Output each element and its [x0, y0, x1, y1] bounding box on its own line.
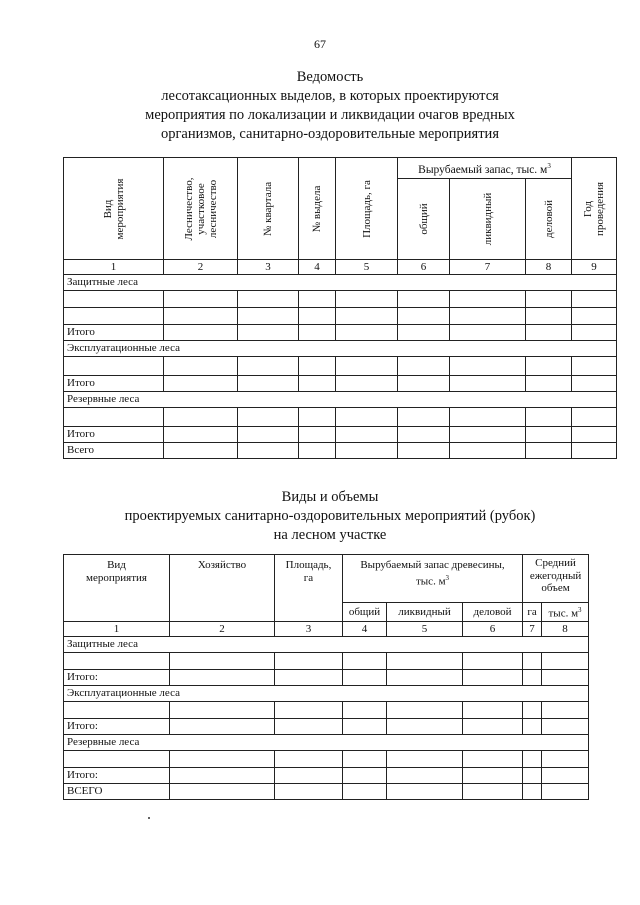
header-activity-type: Вид мероприятия	[64, 555, 170, 622]
types-volumes-title-line: проектируемых санитарно-оздоровительных мероприятий (рубок)	[124, 508, 536, 524]
statement-title-line: Ведомость	[296, 69, 364, 85]
total-row: Итого	[64, 325, 617, 341]
header-quarter: № квартала	[238, 158, 299, 260]
header-commercial: деловой	[526, 179, 572, 260]
statement-title	[60, 68, 600, 144]
section-protective: Защитные леса	[64, 275, 617, 291]
total-row: Итого:	[64, 768, 589, 784]
table-row	[64, 702, 589, 719]
table-row	[64, 308, 617, 325]
types-volumes-title-line: Виды и объемы	[281, 489, 379, 505]
header-average-annual-volume: Средний ежегодный объем	[523, 555, 589, 603]
header-farm: Хозяйство	[170, 555, 275, 622]
table-row	[64, 357, 617, 376]
table-row	[64, 408, 617, 427]
column-numbers-row: 1 2 3 4 5 6 7 8	[64, 622, 589, 637]
header-thousand-m3: тыс. $м^3$	[542, 603, 589, 622]
statement-title-line: организмов, санитарно-оздоровительные мероприятия	[160, 126, 499, 142]
sanitary-measures-table	[63, 554, 589, 800]
types-volumes-title	[60, 488, 600, 545]
section-reserve: Резервные леса	[64, 735, 589, 751]
header-total: общий	[398, 179, 450, 260]
header-commercial: деловой	[463, 603, 523, 622]
stray-dot	[148, 817, 150, 819]
grand-total-row: ВСЕГО	[64, 784, 589, 800]
header-forestry: Лесничество, участковое лесничество	[164, 158, 238, 260]
header-felled-wood-stock: Вырубаемый запас древесины, тыс. $м^3$	[343, 555, 523, 603]
statement-title-line: мероприятия по локализации и ликвидации очагов вредных	[145, 107, 515, 123]
grand-total-row: Всего	[64, 443, 617, 459]
header-area: Площадь, га	[336, 158, 398, 260]
header-ha: га	[523, 603, 542, 622]
header-total: общий	[343, 603, 387, 622]
header-area: Площадь, га	[275, 555, 343, 622]
column-numbers-row: 1 2 3 4 5 6 7 8 9	[64, 260, 617, 275]
header-unit: № выдела	[299, 158, 336, 260]
table-row	[64, 751, 589, 768]
table-row	[64, 291, 617, 308]
total-row: Итого	[64, 376, 617, 392]
header-year: Год проведения	[572, 158, 617, 260]
section-reserve: Резервные леса	[64, 392, 617, 408]
page-number: 67	[314, 37, 326, 51]
header-liquid: ликвидный	[387, 603, 463, 622]
total-row: Итого	[64, 427, 617, 443]
section-exploitation: Эксплуатационные леса	[64, 341, 617, 357]
forest-units-table	[63, 157, 617, 459]
header-felled-stock: Вырубаемый запас, тыс. $м^3$	[398, 158, 572, 179]
section-exploitation: Эксплуатационные леса	[64, 686, 589, 702]
table-row	[64, 653, 589, 670]
total-row: Итого:	[64, 670, 589, 686]
statement-title-line: лесотаксационных выделов, в которых проектируются	[161, 88, 499, 104]
header-activity-type: Вид мероприятия	[64, 158, 164, 260]
section-protective: Защитные леса	[64, 637, 589, 653]
types-volumes-title-line: на лесном участке	[273, 527, 387, 543]
header-liquid: ликвидный	[450, 179, 526, 260]
total-row: Итого:	[64, 719, 589, 735]
